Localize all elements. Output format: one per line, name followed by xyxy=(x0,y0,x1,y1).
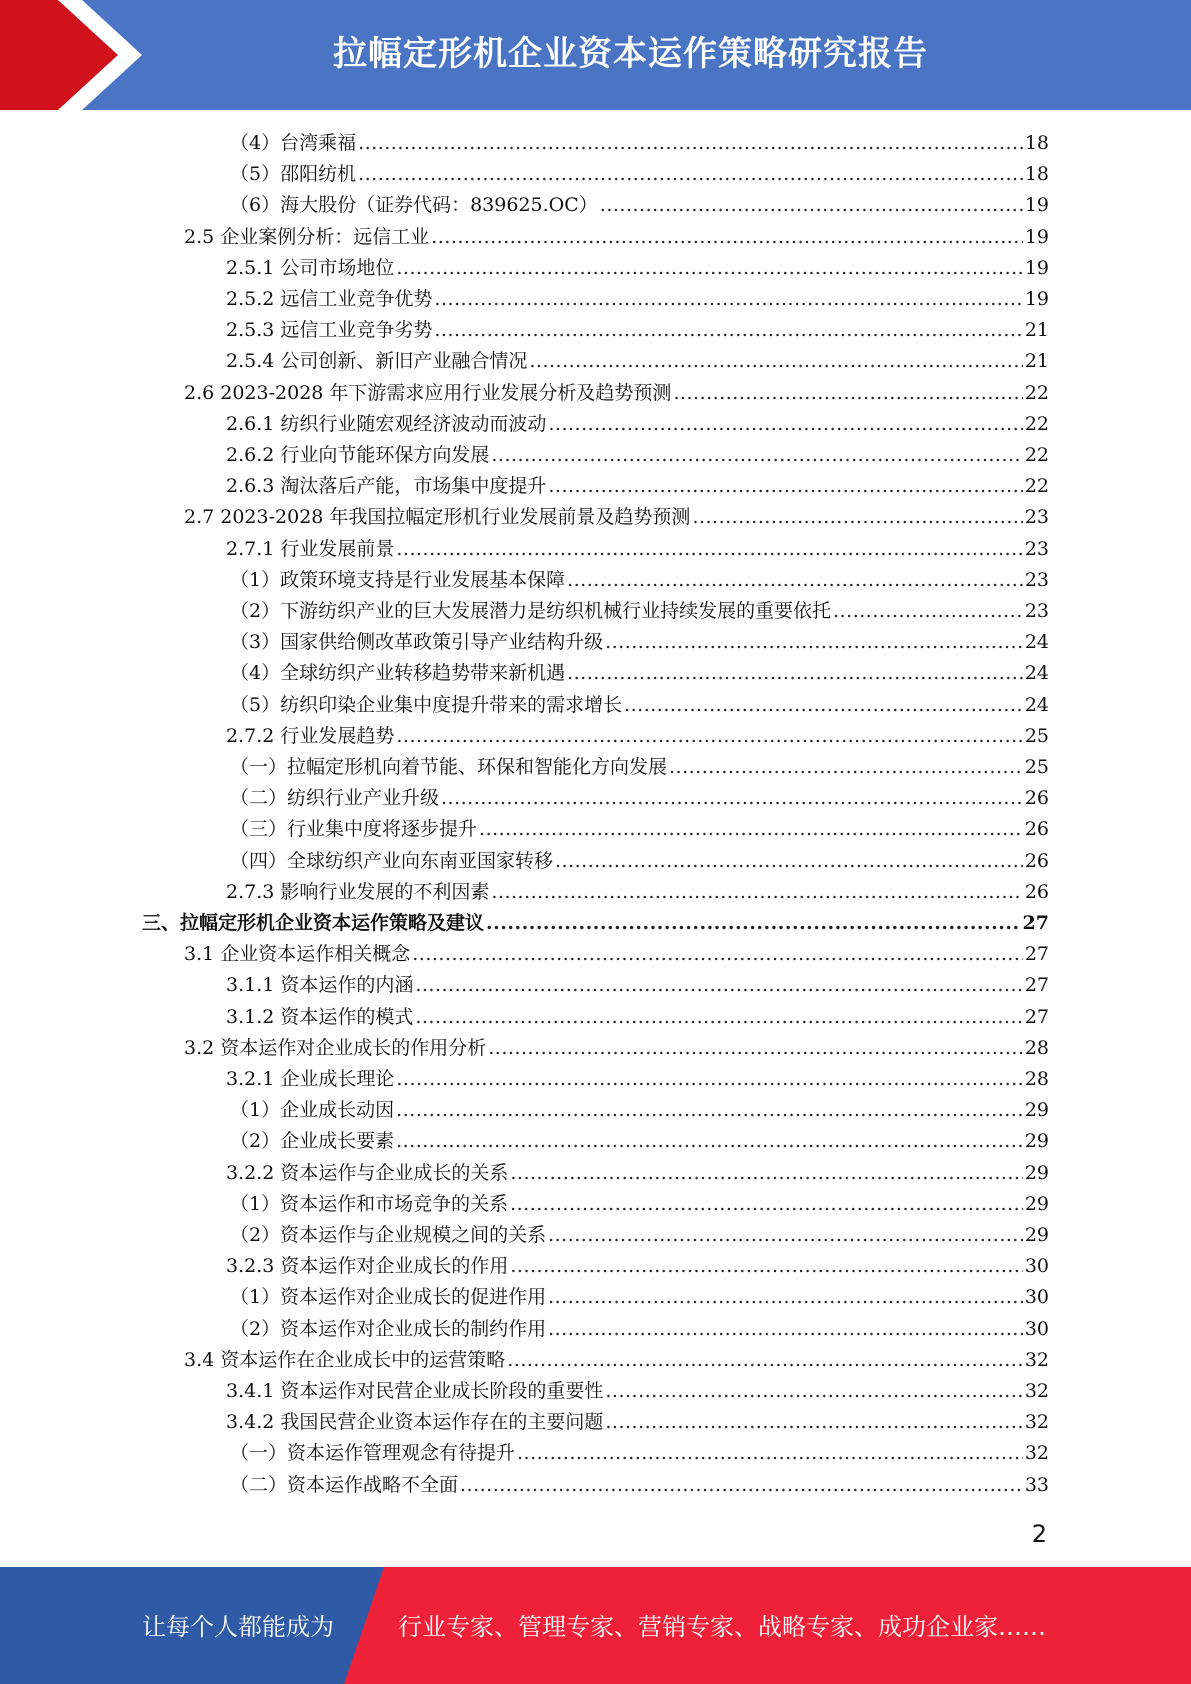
toc-entry[interactable] xyxy=(226,721,1049,751)
toc-leader-dots xyxy=(396,253,1022,283)
toc-entry[interactable] xyxy=(184,1345,1049,1375)
toc-leader-dots xyxy=(548,1220,1023,1250)
toc-entry-page: 19 xyxy=(1024,225,1049,248)
toc-leader-dots xyxy=(548,409,1022,439)
toc-leader-dots xyxy=(600,190,1023,220)
toc-entry-page: 28 xyxy=(1024,1036,1049,1059)
toc-entry[interactable] xyxy=(184,222,1049,252)
toc-leader-dots xyxy=(692,502,1022,532)
toc-leader-dots xyxy=(434,315,1022,345)
toc-entry-page: 23 xyxy=(1024,537,1049,560)
toc-entry-page: 30 xyxy=(1024,1255,1049,1278)
toc-leader-dots xyxy=(605,1407,1022,1437)
toc-entry-label: （2）企业成长要素 xyxy=(230,1130,395,1153)
toc-leader-dots xyxy=(510,1251,1022,1281)
toc-entry[interactable] xyxy=(226,471,1049,501)
toc-entry-label: （2）下游纺织产业的巨大发展潜力是纺织机械行业持续发展的重要依托 xyxy=(230,600,832,622)
toc-entry[interactable] xyxy=(226,346,1049,376)
toc-leader-dots xyxy=(488,1033,1023,1063)
report-title: 拉幅定形机企业资本运作策略研究报告 xyxy=(333,34,928,74)
toc-leader-dots xyxy=(460,1470,1023,1500)
toc-leader-dots xyxy=(441,783,1023,813)
toc-entry-page: 28 xyxy=(1024,1068,1049,1090)
toc-entry[interactable] xyxy=(226,1407,1049,1437)
toc-entry-page: 24 xyxy=(1024,662,1049,685)
toc-entry-page: 32 xyxy=(1024,1380,1049,1402)
toc-entry-page: 30 xyxy=(1024,1317,1049,1340)
toc-entry-page: 18 xyxy=(1024,163,1049,186)
toc-entry[interactable] xyxy=(184,939,1049,969)
toc-entry-label: 2.6 2023-2028 年下游需求应用行业发展分析及趋势预测 xyxy=(184,381,672,404)
toc-entry-label: （二）资本运作战略不全面 xyxy=(230,1473,459,1496)
toc-entry-page: 22 xyxy=(1024,475,1049,498)
toc-entry-label: 3.4.2 我国民营企业资本运作存在的主要问题 xyxy=(226,1411,604,1434)
toc-entry[interactable] xyxy=(230,1470,1049,1500)
toc-entry-label: （一）资本运作管理观念有待提升 xyxy=(230,1442,516,1465)
toc-entry[interactable] xyxy=(230,596,1049,626)
toc-entry-label: （2）资本运作对企业成长的制约作用 xyxy=(230,1317,547,1340)
toc-leader-dots xyxy=(548,1314,1023,1344)
toc-entry[interactable] xyxy=(226,253,1049,283)
toc-leader-dots xyxy=(358,159,1023,189)
toc-leader-dots xyxy=(412,939,1023,969)
toc-leader-dots xyxy=(434,284,1022,314)
toc-entry-page: 22 xyxy=(1024,412,1049,435)
toc-entry-page: 25 xyxy=(1024,756,1049,778)
toc-leader-dots xyxy=(673,378,1022,408)
toc-entry[interactable] xyxy=(226,534,1049,564)
toc-entry-label: 3.1.1 资本运作的内涵 xyxy=(226,974,414,997)
toc-entry[interactable] xyxy=(230,658,1049,688)
toc-entry-label: 2.7.3 影响行业发展的不利因素 xyxy=(226,880,490,903)
toc-entry-page: 24 xyxy=(1024,693,1049,716)
toc-leader-dots xyxy=(431,222,1023,252)
toc-entry-label: 3.4.1 资本运作对民营企业成长阶段的重要性 xyxy=(226,1380,604,1402)
toc-entry-page: 23 xyxy=(1024,506,1049,529)
toc-entry-page: 19 xyxy=(1024,288,1049,310)
toc-leader-dots xyxy=(605,627,1023,657)
footer-slogan-right: 行业专家、管理专家、营销专家、战略专家、成功企业家…… xyxy=(398,1613,1046,1641)
toc-entry-label: 3.1 企业资本运作相关概念 xyxy=(184,943,411,966)
toc-leader-dots xyxy=(479,814,1023,844)
toc-entry[interactable] xyxy=(184,502,1049,532)
toc-entry-page: 29 xyxy=(1024,1099,1049,1122)
toc-entry-page: 30 xyxy=(1024,1286,1049,1309)
toc-leader-dots xyxy=(669,752,1023,782)
toc-leader-dots xyxy=(396,534,1022,564)
toc-entry-label: （3）国家供给侧改革政策引导产业结构升级 xyxy=(230,631,604,654)
toc-entry[interactable] xyxy=(226,284,1049,314)
toc-entry-page: 24 xyxy=(1024,631,1049,654)
toc-entry[interactable] xyxy=(226,1376,1049,1406)
toc-entry[interactable] xyxy=(230,752,1049,782)
toc-entry-page: 26 xyxy=(1024,849,1049,872)
toc-entry-label: （四）全球纺织产业向东南亚国家转移 xyxy=(230,849,554,872)
toc-leader-dots xyxy=(358,128,1023,158)
toc-entry-label: 2.5.3 远信工业竞争劣势 xyxy=(226,319,433,342)
toc-entry-label: 2.5.4 公司创新、新旧产业融合情况 xyxy=(226,350,528,373)
toc-leader-dots xyxy=(548,471,1022,501)
toc-leader-dots xyxy=(491,440,1022,470)
toc-entry[interactable] xyxy=(230,846,1049,876)
toc-entry[interactable] xyxy=(184,378,1049,408)
toc-entry-label: 3.1.2 资本运作的模式 xyxy=(226,1005,414,1028)
toc-entry[interactable] xyxy=(226,315,1049,345)
toc-entry-label: 2.6.3 淘汰落后产能，市场集中度提升 xyxy=(226,475,547,498)
toc-entry-label: 3.2 资本运作对企业成长的作用分析 xyxy=(184,1036,487,1059)
toc-entry-label: 2.6.2 行业向节能环保方向发展 xyxy=(226,444,490,466)
toc-entry-label: 2.5 企业案例分析：远信工业 xyxy=(184,225,430,248)
toc-entry[interactable] xyxy=(230,1282,1049,1312)
toc-leader-dots xyxy=(529,346,1022,376)
toc-entry-page: 26 xyxy=(1024,818,1049,841)
toc-entry-label: （三）行业集中度将逐步提升 xyxy=(230,818,478,841)
toc-entry-label: 2.5.1 公司市场地位 xyxy=(226,256,395,279)
toc-leader-dots xyxy=(491,877,1022,907)
toc-entry[interactable] xyxy=(226,1251,1049,1281)
toc-entry-label: （4）全球纺织产业转移趋势带来新机遇 xyxy=(230,662,566,685)
toc-entry[interactable] xyxy=(226,1064,1049,1094)
toc-entry-page: 19 xyxy=(1024,256,1049,279)
toc-entry-page: 26 xyxy=(1024,787,1049,810)
toc-entry-label: （5）邵阳纺机 xyxy=(230,163,357,186)
toc-leader-dots xyxy=(510,1158,1022,1188)
footer-slogan-left: 让每个人都能成为 xyxy=(142,1613,334,1641)
toc-entry[interactable] xyxy=(226,409,1049,439)
toc-entry-page: 29 xyxy=(1024,1192,1049,1215)
toc-entry-page: 25 xyxy=(1024,724,1049,747)
toc-entry-page: 22 xyxy=(1024,444,1049,466)
toc-leader-dots xyxy=(567,565,1023,595)
toc-entry-label: 2.7 2023-2028 年我国拉幅定形机行业发展前景及趋势预测 xyxy=(184,506,691,529)
toc-entry-label: （6）海大股份（证券代码：839625.OC） xyxy=(230,194,598,217)
toc-leader-dots xyxy=(396,1095,1023,1125)
toc-leader-dots xyxy=(396,1064,1022,1094)
toc-entry-label: 3.2.1 企业成长理论 xyxy=(226,1068,395,1090)
toc-leader-dots xyxy=(555,846,1023,876)
toc-entry[interactable] xyxy=(230,1438,1049,1468)
toc-entry-label: 3.2.3 资本运作对企业成长的作用 xyxy=(226,1255,509,1278)
toc-entry[interactable] xyxy=(230,814,1049,844)
toc-entry-label: （4）台湾乘福 xyxy=(230,132,357,154)
page-number: 2 xyxy=(1031,1520,1047,1548)
toc-entry-page: 27 xyxy=(1024,974,1049,997)
toc-entry-page: 27 xyxy=(1022,912,1049,934)
toc-entry[interactable] xyxy=(230,627,1049,657)
toc-entry-label: 2.6.1 纺织行业随宏观经济波动而波动 xyxy=(226,412,547,435)
toc-entry[interactable] xyxy=(230,159,1049,189)
toc-entry[interactable] xyxy=(230,1220,1049,1250)
toc-leader-dots xyxy=(396,721,1022,751)
toc-entry[interactable] xyxy=(230,1095,1049,1125)
toc-entry[interactable] xyxy=(230,690,1049,720)
toc-entry-label: （1）政策环境支持是行业发展基本保障 xyxy=(230,568,566,591)
toc-entry[interactable] xyxy=(230,1126,1049,1156)
toc-entry[interactable] xyxy=(230,128,1049,158)
toc-entry-label: 2.7.2 行业发展趋势 xyxy=(226,724,395,747)
toc-entry[interactable] xyxy=(230,1189,1049,1219)
toc-leader-dots xyxy=(415,970,1022,1000)
toc-entry-label: 3.4 资本运作在企业成长中的运营策略 xyxy=(184,1348,506,1371)
toc-entry-page: 19 xyxy=(1024,194,1049,217)
toc-entry[interactable] xyxy=(226,970,1049,1000)
toc-entry-page: 33 xyxy=(1024,1473,1049,1496)
toc-entry-page: 23 xyxy=(1024,600,1049,622)
toc-entry-page: 21 xyxy=(1024,350,1049,373)
toc-entry-page: 29 xyxy=(1024,1130,1049,1153)
toc-entry[interactable] xyxy=(230,565,1049,595)
toc-entry-label: 2.7.1 行业发展前景 xyxy=(226,537,395,560)
toc-entry-page: 29 xyxy=(1024,1161,1049,1184)
toc-entry-label: （1）资本运作和市场竞争的关系 xyxy=(230,1192,509,1215)
toc-entry[interactable] xyxy=(230,783,1049,813)
toc-entry-label: （1）企业成长动因 xyxy=(230,1099,395,1122)
toc-entry-page: 27 xyxy=(1024,1005,1049,1028)
toc-leader-dots xyxy=(605,1376,1022,1406)
toc-entry[interactable] xyxy=(230,1314,1049,1344)
toc-leader-dots xyxy=(510,1189,1023,1219)
toc-entry-label: （5）纺织印染企业集中度提升带来的需求增长 xyxy=(230,693,623,716)
toc-entry-page: 21 xyxy=(1024,319,1049,342)
page-footer xyxy=(0,1567,1191,1684)
toc-entry-label: （1）资本运作对企业成长的促进作用 xyxy=(230,1286,547,1309)
toc-entry[interactable] xyxy=(226,1002,1049,1032)
toc-entry-page: 32 xyxy=(1024,1348,1049,1371)
toc-leader-dots xyxy=(517,1438,1023,1468)
toc-entry[interactable] xyxy=(226,877,1049,907)
toc-entry-page: 29 xyxy=(1024,1224,1049,1246)
toc-leader-dots xyxy=(507,1345,1023,1375)
toc-entry-page: 32 xyxy=(1024,1442,1049,1465)
page-header xyxy=(0,0,1191,110)
toc-entry-page: 18 xyxy=(1024,132,1049,154)
toc-entry-label: （2）资本运作与企业规模之间的关系 xyxy=(230,1224,547,1246)
toc-entry-label: （二）纺织行业产业升级 xyxy=(230,787,440,810)
toc-entry-page: 22 xyxy=(1024,381,1049,404)
toc-leader-dots xyxy=(415,1002,1022,1032)
toc-entry-label: 三、拉幅定形机企业资本运作策略及建议 xyxy=(142,912,485,934)
toc-entry-label: 2.5.2 远信工业竞争优势 xyxy=(226,288,433,310)
toc-entry[interactable] xyxy=(226,1158,1049,1188)
toc-entry-page: 27 xyxy=(1024,943,1049,966)
toc-entry[interactable] xyxy=(230,190,1049,220)
toc-entry-page: 32 xyxy=(1024,1411,1049,1434)
toc-leader-dots xyxy=(624,690,1023,720)
toc-entry-label: （一）拉幅定形机向着节能、环保和智能化方向发展 xyxy=(230,756,668,778)
toc-entry-label: 3.2.2 资本运作与企业成长的关系 xyxy=(226,1161,509,1184)
toc-entry-page: 23 xyxy=(1024,568,1049,591)
toc-entry-page: 26 xyxy=(1024,880,1049,903)
toc-leader-dots xyxy=(833,596,1023,626)
toc-leader-dots xyxy=(486,908,1021,938)
toc-leader-dots xyxy=(567,658,1023,688)
toc-leader-dots xyxy=(548,1282,1023,1312)
toc-entry[interactable] xyxy=(226,440,1049,470)
toc-leader-dots xyxy=(396,1126,1023,1156)
toc-entry[interactable] xyxy=(142,908,1049,938)
toc-entry[interactable] xyxy=(184,1033,1049,1063)
